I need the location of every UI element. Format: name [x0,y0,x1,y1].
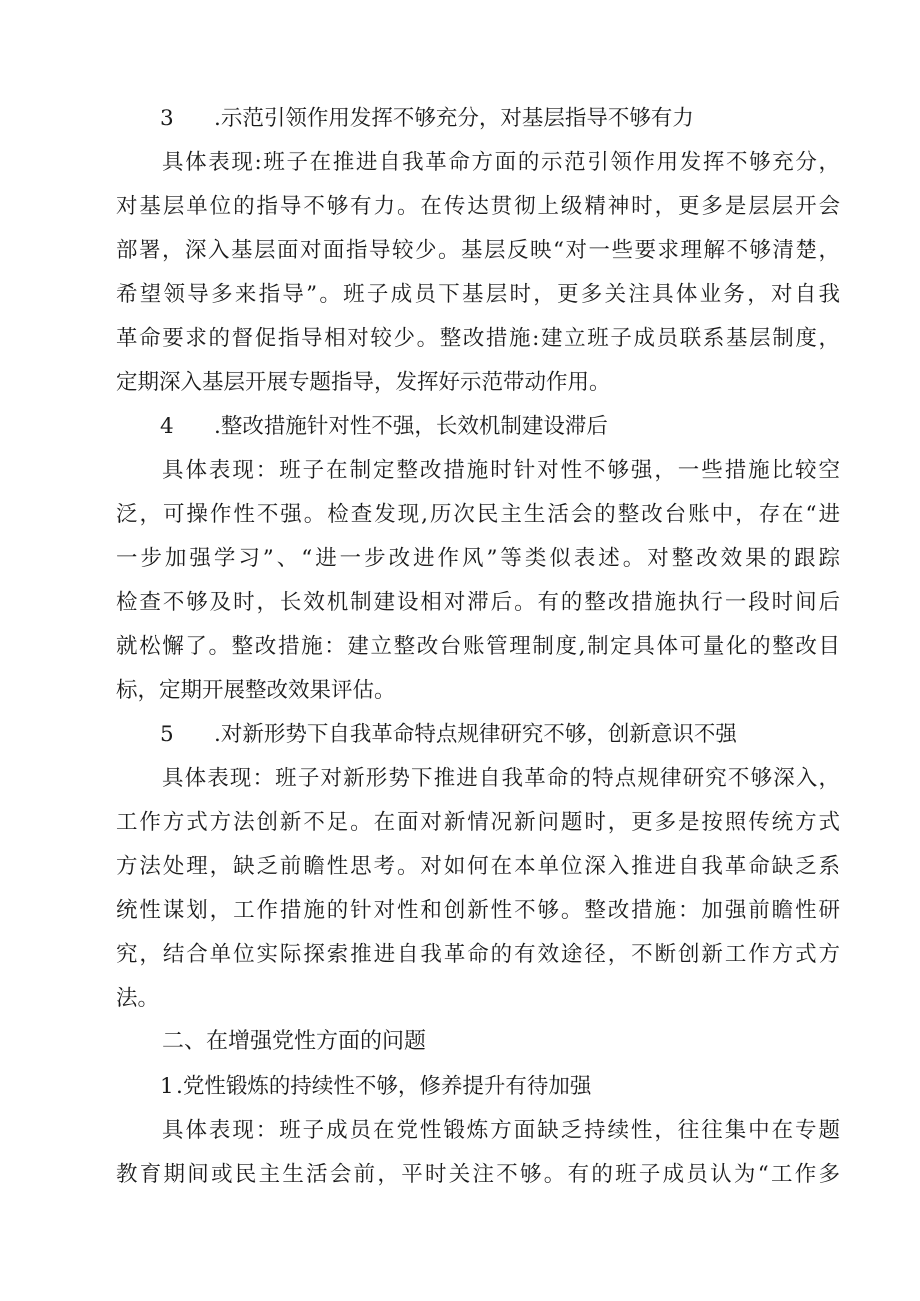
item-4-title: .整改措施针对性不强，长效机制建设滞后 [214,414,608,439]
item-4-number: 4 [160,414,174,439]
item-4-line-5: 就松懈了。整改措施：建立整改台账管理制度,制定具体可量化的整改目 [116,634,840,659]
section-item-1-number: 1 [160,1074,174,1099]
item-4-line-6: 标，定期开展整改效果评估。 [116,678,396,703]
item-5-line-2: 工作方式方法创新不足。在面对新情况新问题时，更多是按照传统方式 [116,810,840,835]
item-4-line-2: 泛，可操作性不强。检查发现,历次民主生活会的整改台账中，存在“进 [116,502,840,527]
section-item-1-line-1: 具体表现：班子成员在党性锻炼方面缺乏持续性，往往集中在专题 [162,1118,840,1143]
item-4-line-4: 检查不够及时，长效机制建设相对滞后。有的整改措施执行一段时间后 [116,590,840,615]
item-3-line-3: 部署，深入基层面对面指导较少。基层反映“对一些要求理解不够清楚， [116,238,840,263]
item-3-number: 3 [160,106,174,131]
item-3-line-5: 革命要求的督促指导相对较少。整改措施:建立班子成员联系基层制度， [116,326,840,351]
item-3-line-1: 具体表现:班子在推进自我革命方面的示范引领作用发挥不够充分， [162,150,840,175]
item-5-line-6: 法。 [116,986,160,1011]
section-item-1-title: .党性锻炼的持续性不够，修养提升有待加强 [176,1074,592,1099]
item-5-line-4: 统性谋划，工作措施的针对性和创新性不够。整改措施：加强前瞻性研 [116,898,840,923]
item-5-number: 5 [160,722,174,747]
item-5-line-1: 具体表现：班子对新形势下推进自我革命的特点规律研究不够深入， [162,766,840,791]
item-3-line-6: 定期深入基层开展专题指导，发挥好示范带动作用。 [116,370,611,395]
item-5-line-5: 究，结合单位实际探索推进自我革命的有效途径，不断创新工作方式方 [116,942,840,967]
item-3-title: .示范引领作用发挥不够充分，对基层指导不够有力 [214,106,694,131]
item-4-line-1: 具体表现：班子在制定整改措施时针对性不够强，一些措施比较空 [162,458,840,483]
item-4-line-3: 一步加强学习”、“进一步改进作风”等类似表述。对整改效果的跟踪 [116,546,840,571]
item-3-line-4: 希望领导多来指导”。班子成员下基层时，更多关注具体业务，对自我 [116,282,840,307]
item-5-line-3: 方法处理，缺乏前瞻性思考。对如何在本单位深入推进自我革命缺乏系 [116,854,840,879]
item-3-line-2: 对基层单位的指导不够有力。在传达贯彻上级精神时，更多是层层开会 [116,194,840,219]
section-item-1-line-2: 教育期间或民主生活会前，平时关注不够。有的班子成员认为“工作多 [116,1162,840,1187]
section-heading: 二、在增强党性方面的问题 [162,1029,427,1054]
item-5-title: .对新形势下自我革命特点规律研究不够，创新意识不强 [214,722,737,747]
